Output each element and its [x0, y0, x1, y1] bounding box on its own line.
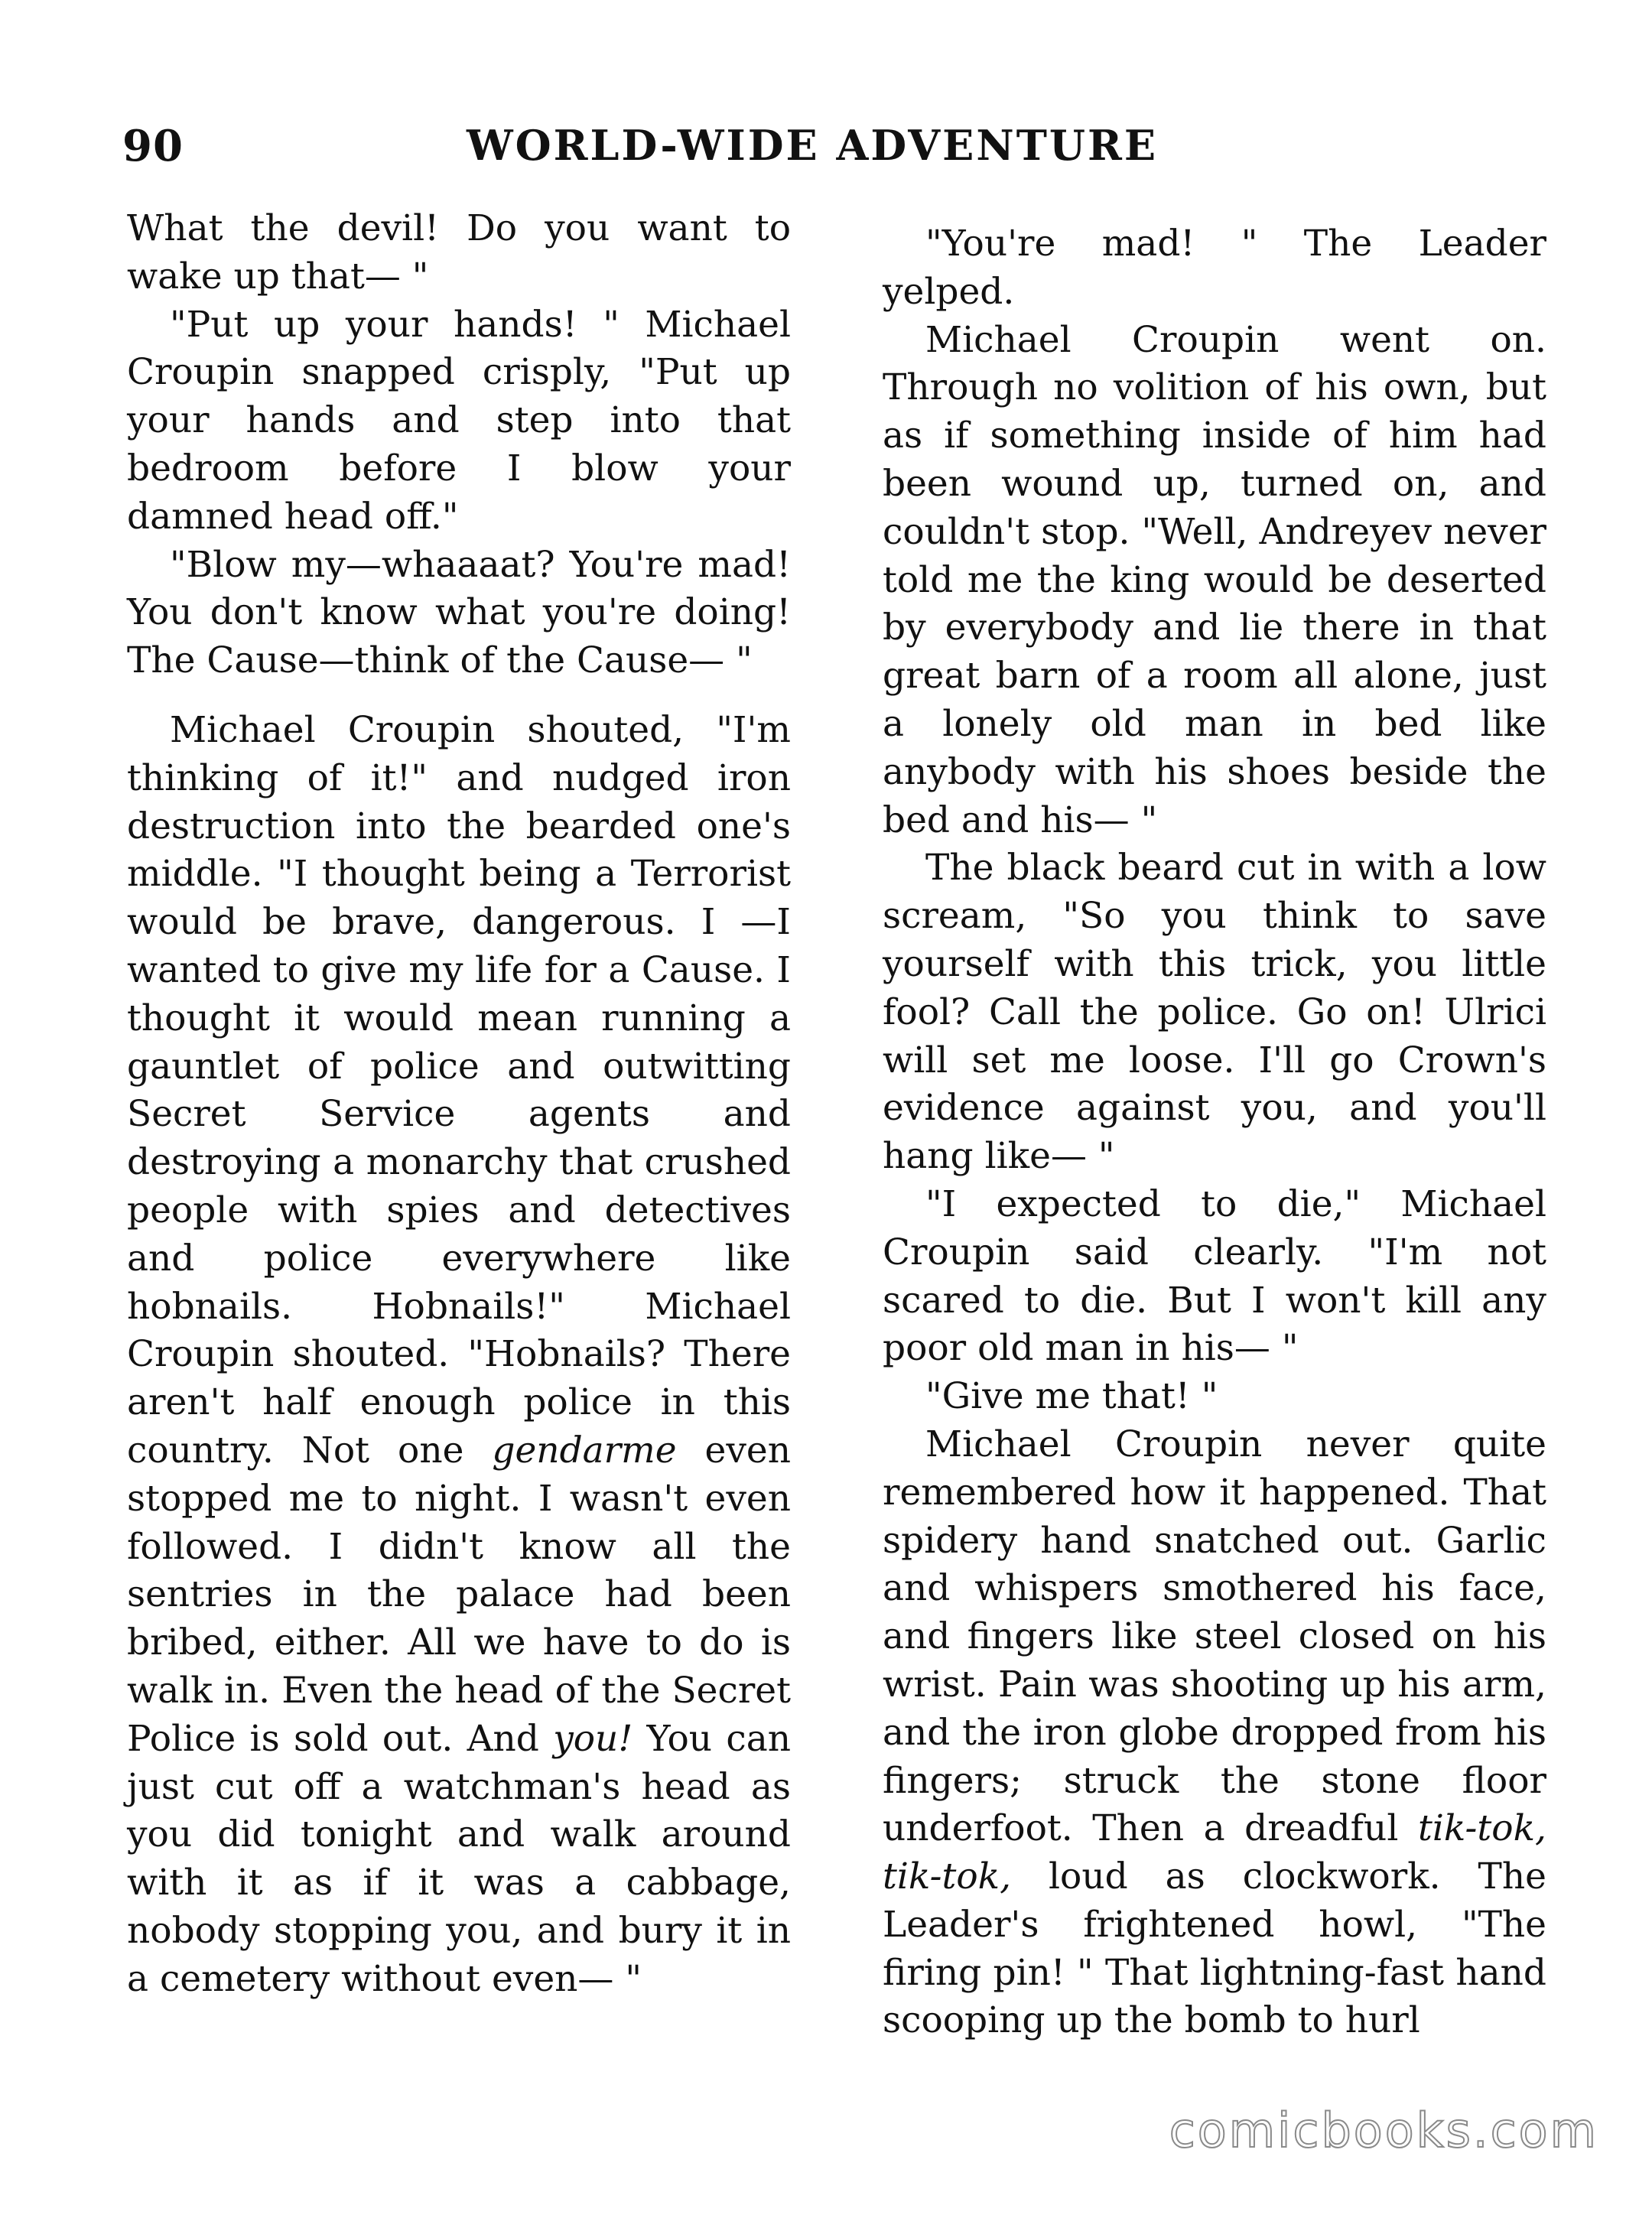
right-column — [883, 220, 1546, 2045]
text-run: even stopped me to night. I wasn't even followed. I didn't know all the sentries in the palace had been bribed, either. All we have to do is walk in. Even the head of the Secret Police is sold out. And — [127, 1429, 791, 1760]
paragraph: "You're mad! " The Leader yelped. — [883, 223, 1546, 313]
running-title: WORLD-WIDE ADVENTURE — [467, 121, 1159, 170]
page-number: 90 — [122, 121, 184, 171]
text-run: Michael Croupin shouted, "I'm thinking of it!" and nudged iron destruction into the bearded one's middle. "I thought being a Terrorist would be brave, dangerous. I —I wanted to give my life for a Cause. I thought it would mean running a gauntlet of police and outwitting Secret Service agents and destroying a monarchy that crushed people with spies and detectives and police everywhere like hobnails. Hobnails!" Michael Croupin shouted. "Hobnails? There aren't half enough police in this country. Not one — [127, 708, 791, 1472]
watermark-logo: comicbooks.com — [1169, 2103, 1598, 2158]
paragraph: "Put up your hands! " Michael Croupin snapped crisply, "Put up your hands and step into that bedroom before I blow your damned head off." — [127, 303, 791, 538]
paragraph — [883, 1421, 1546, 2045]
text-run: Michael Croupin never quite remembered how it happened. That spidery hand snatched out. Garlic and whispers smothered his face, and fingers like steel closed on his wrist. Pain was shooting up his arm, and the iron globe dropped from his fingers; struck the stone floor underfoot. Then a dreadful — [883, 1423, 1546, 1850]
left-column — [127, 205, 791, 2003]
italic-text: you! — [553, 1717, 633, 1760]
paragraph: "I expected to die," Michael Croupin said clearly. "I'm not scared to die. But I won't kill any poor old man in his— " — [883, 1182, 1546, 1370]
paragraph — [127, 707, 791, 2004]
paragraph: What the devil! Do you want to wake up that— " — [127, 207, 791, 298]
text-run: loud as clockwork. The Leader's frightened howl, "The firing pin! " That lightning-fast hand scooping up the bomb to hurl — [883, 1855, 1546, 2042]
text-run: You can just cut off a watchman's head as you did tonight and walk around with it as if it was a cabbage, nobody stopping you, and bury it in a cemetery without even— " — [127, 1717, 791, 2000]
paragraph: The black beard cut in with a low scream, "So you think to save yourself with this trick, you little fool? Call the police. Go on! Ulrici will set me loose. I'll go Crown's evidence against you, and you'll hang like— " — [883, 847, 1546, 1178]
paragraph: "Give me that! " — [925, 1375, 1218, 1418]
italic-text: tik-tok, tik-tok, — [883, 1807, 1546, 1898]
paragraph: Michael Croupin went on. Through no volition of his own, but as if something inside of him had been wound up, turned on, and couldn't stop. "Well, Andreyev never told me the king would be deserted by everybody and lie there in that great barn of a room all alone, just a lonely old man in bed like anybody with his shoes beside the bed and his— " — [883, 318, 1546, 841]
paragraph: "Blow my—whaaaat? You're mad! You don't know what you're doing! The Cause—think of the Cause— " — [127, 543, 791, 682]
italic-text: gendarme — [492, 1429, 677, 1472]
